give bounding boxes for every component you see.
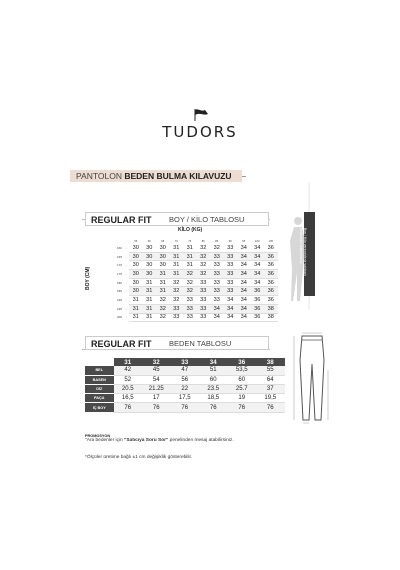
size-cell: 33	[224, 244, 238, 252]
size-cell: 33	[224, 252, 238, 261]
measure-cell: 76	[199, 403, 228, 412]
size-cell: 32	[170, 287, 184, 296]
table-row	[114, 261, 278, 270]
size-cell: 31	[156, 287, 170, 296]
kilo-label: KİLO (KG)	[178, 227, 203, 233]
weight-header-cell: 60	[147, 239, 151, 243]
table-row	[114, 313, 278, 322]
measure-cell: 53,5	[228, 366, 257, 375]
height-cell: 190	[116, 297, 122, 302]
size-cell: 34	[237, 278, 251, 287]
row-dash: -	[125, 306, 127, 311]
size-cell: 31	[143, 304, 157, 313]
size-cell: 32	[156, 304, 170, 313]
weight-header-cell: 85	[215, 239, 219, 243]
size-cell: 34	[224, 296, 238, 305]
measure-cell: 76	[171, 403, 200, 412]
size-cell: 31	[156, 278, 170, 287]
size-cell: 31	[129, 304, 143, 313]
size-cell: 34	[237, 244, 251, 252]
size-table	[85, 358, 285, 413]
note-line-2: *Ölçüler üretime bağlı ±1 cm değişiklik gösterebilir.	[85, 455, 193, 460]
flag-icon	[189, 108, 211, 122]
size-cell: 31	[183, 252, 197, 261]
size-header-cell: 36	[228, 358, 257, 366]
weight-sub-label: BOY / KİLO TABLOSU	[165, 212, 269, 226]
measure-cell: 76	[256, 403, 285, 412]
weight-header-cell: 55	[134, 239, 138, 243]
size-cell: 30	[156, 261, 170, 270]
weight-fit-label: REGULAR FIT	[85, 212, 165, 226]
size-cell: 30	[129, 252, 143, 261]
size-cell: 31	[129, 313, 143, 322]
size-cell: 32	[170, 278, 184, 287]
size-cell: 32	[183, 278, 197, 287]
size-cell: 33	[224, 278, 238, 287]
size-cell: 33	[197, 313, 211, 322]
table-row	[114, 287, 278, 296]
size-cell: 34	[237, 252, 251, 261]
note-1-part-c: penelinden mesaj atabilirsiniz.	[168, 438, 234, 443]
size-cell: 30	[143, 244, 157, 252]
height-cell: 160	[116, 246, 122, 251]
size-cell: 34	[237, 304, 251, 313]
size-cell: 33	[197, 296, 211, 305]
size-cell: 36	[264, 252, 278, 261]
size-cell: 32	[197, 261, 211, 270]
height-cell: 200	[116, 315, 122, 320]
size-cell: 30	[156, 244, 170, 252]
height-cell: 180	[116, 280, 122, 285]
size-cell: 30	[143, 270, 157, 279]
height-cell: 170	[116, 263, 122, 268]
size-cell: 36	[264, 296, 278, 305]
weight-header-cell: 80	[201, 239, 205, 243]
size-cell: 34	[237, 287, 251, 296]
title-main: BEDEN BULMA KILAVUZU	[124, 171, 232, 181]
row-dash: -	[125, 280, 127, 285]
measure-cell: 25.7	[228, 385, 257, 394]
measure-cell: 60	[228, 376, 257, 385]
size-cell: 38	[264, 313, 278, 322]
measure-cell: 37	[256, 385, 285, 394]
row-dash: -	[125, 315, 127, 320]
pants-diagram-icon	[284, 330, 340, 430]
size-cell: 31	[129, 296, 143, 305]
size-cell: 33	[210, 278, 224, 287]
size-header-row	[85, 358, 285, 366]
size-cell: 34	[237, 313, 251, 322]
size-cell: 33	[210, 261, 224, 270]
size-cell: 30	[129, 278, 143, 287]
size-cell: 30	[143, 261, 157, 270]
size-cell: 33	[183, 296, 197, 305]
table-row	[114, 244, 278, 252]
size-cell: 34	[251, 278, 265, 287]
measure-cell: 60	[199, 376, 228, 385]
weight-header-cell: 65	[161, 239, 165, 243]
size-cell: 34	[251, 270, 265, 279]
size-cell: 33	[170, 313, 184, 322]
size-cell: 36	[251, 313, 265, 322]
size-cell: 34	[237, 296, 251, 305]
size-cell: 36	[251, 296, 265, 305]
row-dash: -	[125, 263, 127, 268]
size-cell: 33	[210, 270, 224, 279]
row-dash: -	[125, 254, 127, 259]
size-cell: 32	[156, 296, 170, 305]
size-cell: 34	[251, 252, 265, 261]
boy-label: BOY (CM)	[85, 266, 91, 290]
weight-table	[114, 238, 278, 322]
measure-cell: 18,5	[199, 394, 228, 403]
size-cell: 30	[129, 287, 143, 296]
measure-cell: 17	[142, 394, 171, 403]
measure-cell: 23.5	[199, 385, 228, 394]
measure-label: İÇ BOY	[85, 403, 114, 412]
size-cell: 30	[129, 261, 143, 270]
size-cell: 32	[197, 244, 211, 252]
model-info-text	[299, 228, 307, 276]
measure-cell: 76	[142, 403, 171, 412]
size-cell: 31	[170, 270, 184, 279]
size-cell: 30	[156, 252, 170, 261]
size-cell: 33	[224, 287, 238, 296]
table-row	[114, 270, 278, 279]
size-cell: 34	[251, 261, 265, 270]
size-header-cell: 33	[171, 358, 200, 366]
measure-cell: 76	[228, 403, 257, 412]
size-cell: 33	[224, 270, 238, 279]
size-cell: 34	[224, 304, 238, 313]
measure-cell: 56	[171, 376, 200, 385]
row-dash: -	[125, 297, 127, 302]
model-info-line-1: Boy / Kilo verecekleriz yaklaşık	[303, 228, 307, 277]
size-cell: 32	[156, 313, 170, 322]
size-cell: 36	[264, 244, 278, 252]
size-cell: 31	[183, 244, 197, 252]
size-header-cell: 34	[199, 358, 228, 366]
weight-header-cell: 95	[242, 239, 246, 243]
size-cell: 33	[210, 287, 224, 296]
size-cell: 31	[170, 244, 184, 252]
measure-label: BASEN	[85, 376, 114, 385]
table-row	[114, 252, 278, 261]
size-sub-label: BEDEN TABLOSU	[165, 336, 269, 350]
size-cell: 33	[197, 304, 211, 313]
measure-cell: 17,5	[171, 394, 200, 403]
table-row	[114, 278, 278, 287]
measure-cell: 45	[142, 366, 171, 375]
size-header-cell: 32	[142, 358, 171, 366]
measure-cell: 21.25	[142, 385, 171, 394]
size-cell: 32	[183, 287, 197, 296]
model-info-line-2: bedeninizi bulabilirsiniz.	[299, 228, 303, 265]
table-row	[85, 394, 285, 403]
brand-logo	[0, 108, 400, 141]
row-dash: -	[125, 289, 127, 294]
size-cell: 31	[143, 296, 157, 305]
row-dash: -	[125, 246, 127, 251]
table-row	[114, 304, 278, 313]
size-cell: 31	[143, 278, 157, 287]
measure-cell: 19	[228, 394, 257, 403]
title-tick	[242, 176, 246, 177]
size-cell: 36	[264, 261, 278, 270]
size-cell: 34	[224, 313, 238, 322]
note-heading: PROMOSYON	[85, 434, 111, 438]
size-cell: 31	[170, 252, 184, 261]
size-cell: 33	[170, 304, 184, 313]
size-cell: 30	[143, 252, 157, 261]
size-cell: 31	[143, 313, 157, 322]
size-cell: 32	[197, 252, 211, 261]
size-fit-label: REGULAR FIT	[85, 336, 165, 350]
size-cell: 32	[210, 244, 224, 252]
size-cell: 33	[197, 287, 211, 296]
size-cell: 34	[210, 304, 224, 313]
measure-cell: 20.5	[114, 385, 143, 394]
brand-name: TUDORS	[162, 123, 238, 141]
table-row	[85, 366, 285, 375]
size-cell: 33	[224, 261, 238, 270]
weight-header-cell: 105	[268, 239, 273, 243]
measure-cell: 51	[199, 366, 228, 375]
size-cell: 32	[170, 296, 184, 305]
size-cell: 30	[129, 270, 143, 279]
measure-cell: 76	[114, 403, 143, 412]
title-prefix: PANTOLON	[76, 171, 122, 181]
size-cell: 36	[264, 287, 278, 296]
size-cell: 33	[183, 313, 197, 322]
size-cell: 32	[183, 270, 197, 279]
height-cell: 195	[116, 306, 122, 311]
size-header-cell: 38	[256, 358, 285, 366]
table-row	[114, 296, 278, 305]
measure-cell: 54	[142, 376, 171, 385]
size-cell: 38	[264, 304, 278, 313]
table-row	[85, 403, 285, 412]
size-cell: 31	[143, 287, 157, 296]
note-1-part-b: "Satıcıya Soru Sor"	[124, 438, 169, 443]
size-cell: 34	[210, 313, 224, 322]
size-cell: 34	[251, 244, 265, 252]
measure-label: PAÇA	[85, 394, 114, 403]
size-cell: 36	[264, 270, 278, 279]
size-cell: 30	[129, 244, 143, 252]
height-cell: 165	[116, 254, 122, 259]
measure-cell: 55	[256, 366, 285, 375]
height-cell: 185	[116, 289, 122, 294]
note-line-1	[85, 438, 234, 443]
size-cell: 31	[170, 261, 184, 270]
size-cell: 36	[251, 304, 265, 313]
measure-cell: 64	[256, 376, 285, 385]
size-cell: 34	[237, 270, 251, 279]
size-cell: 36	[264, 278, 278, 287]
size-cell: 33	[183, 304, 197, 313]
size-cell: 33	[197, 278, 211, 287]
size-cell: 31	[183, 261, 197, 270]
page-title	[76, 170, 232, 182]
note-1-part-a: "Ara bedenler için	[85, 438, 125, 443]
measure-cell: 16,5	[114, 394, 143, 403]
row-dash: -	[125, 271, 127, 276]
size-cell: 36	[251, 287, 265, 296]
size-cell: 32	[197, 270, 211, 279]
size-cell: 33	[210, 252, 224, 261]
measure-cell: 22	[171, 385, 200, 394]
measure-cell: 42	[114, 366, 143, 375]
measure-cell: 52	[114, 376, 143, 385]
size-cell: 34	[237, 261, 251, 270]
size-cell: 31	[156, 270, 170, 279]
weight-header-cell: 90	[228, 239, 232, 243]
measure-cell: 19,5	[256, 394, 285, 403]
weight-header-cell: 100	[255, 239, 260, 243]
height-cell: 175	[116, 271, 122, 276]
measure-label: DİZ	[85, 385, 114, 394]
table-row	[85, 385, 285, 394]
size-header-cell: 31	[114, 358, 143, 366]
table-row	[85, 376, 285, 385]
weight-header-cell: 70	[174, 239, 178, 243]
measure-label: BEL	[85, 366, 114, 375]
size-cell: 33	[210, 296, 224, 305]
weight-header-cell: 75	[188, 239, 192, 243]
measure-cell: 47	[171, 366, 200, 375]
